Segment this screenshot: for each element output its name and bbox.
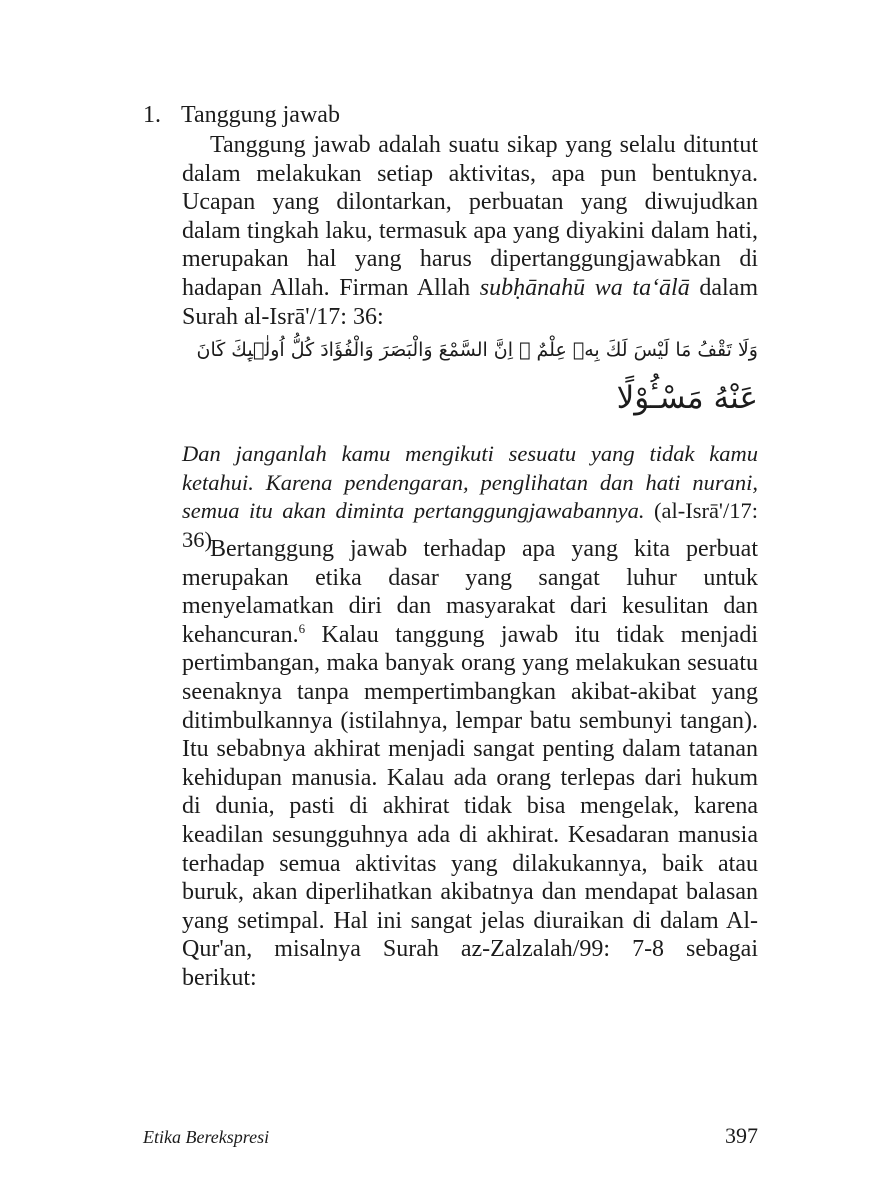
running-footer-title: Etika Berekspresi xyxy=(143,1127,270,1147)
paragraph-intro-text: Tanggung jawab adalah suatu sikap yang selalu dituntut dalam melakukan setiap aktivitas, apa pun bentuknya. Ucapan yang dilontarkan, perbuatan yang diwujudkan dalam tingkah laku, termasuk apa yang diyakini dalam hati, merupakan hal yang harus dipertanggungjawabkan di hadapan Allah. Firman Allah xyxy=(182,132,758,301)
verse-line-1: وَلَا تَقْفُ مَا لَيْسَ لَكَ بِهٖ عِلْمٌ ۗ اِنَّ السَّمْعَ وَالْبَصَرَ وَالْفُؤَادَ كُلُّ اُولٰۤىِٕكَ كَانَ xyxy=(196,339,758,361)
paragraph-intro xyxy=(182,131,758,331)
section-heading xyxy=(143,100,340,130)
epithet-subhanahu: subḥānahū wa ta‘ālā xyxy=(479,274,690,301)
page-number: 397 xyxy=(725,1123,758,1148)
paragraph-responsibility xyxy=(182,535,758,993)
section-number: 1. xyxy=(143,102,161,128)
translation-reference: (al-Isrā'/17: 36) xyxy=(182,498,758,552)
paragraph-responsibility-part1: Bertanggung jawab terhadap apa yang kita perbuat merupakan etika dasar yang sangat luhur untuk menyelamatkan diri dan masyarakat dari kesulitan dan kehancuran. xyxy=(182,536,758,648)
paragraph-intro-ending: dalam Surah al-Isrā'/17: 36: xyxy=(182,274,759,330)
paragraph-responsibility-part2: Kalau tanggung jawab itu tidak menjadi pertimbangan, maka banyak orang yang melakukan sesuatu seenaknya tanpa mempertimbangkan akibat-akibat yang ditimbulkannya (istilahnya, lempar batu sembunyi tangan). Itu sebabnya akhirat menjadi sangat penting dalam tatanan kehidupan manusia. Kalau ada orang terlepas dari hukum di dunia, pasti di akhirat tidak bisa mengelak, karena keadilan sesungguhnya ada di akhirat. Kesadaran manusia terhadap semua aktivitas yang dilakukannya, baik atau buruk, akan diperlihatkan akibatnya dan mendapat balasan yang setimpal. Hal ini sangat jelas diuraikan di dalam Al-Qur'an, misalnya Surah az-Zalzalah/99: 7-8 sebagai berikut: xyxy=(182,621,758,991)
translation-text: Dan janganlah kamu mengikuti sesuatu yang tidak kamu ketahui. Karena pendengaran, penglihatan dan hati nurani, semua itu akan diminta pertanggungjawabannya. xyxy=(182,441,758,524)
footnote-marker: 6 xyxy=(298,620,306,636)
quran-verse-arabic xyxy=(182,326,758,428)
section-title: Tanggung jawab xyxy=(181,102,340,128)
verse-line-2: عَنْهُ مَسْـُٔوْلًا xyxy=(616,380,758,416)
